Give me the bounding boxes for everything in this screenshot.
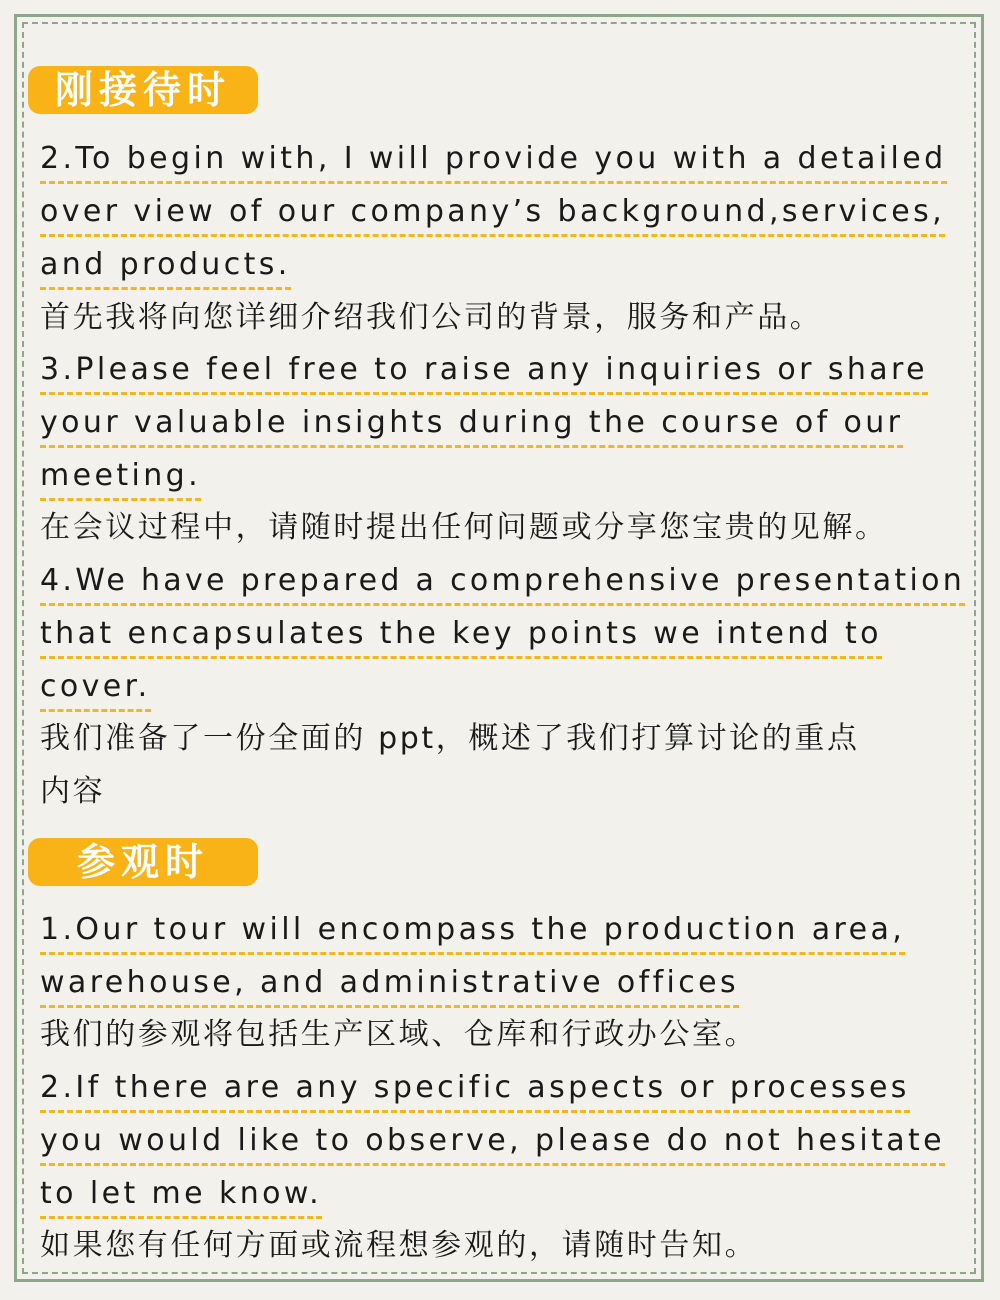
text-line: 4.We have prepared a comprehensive presentation xyxy=(40,563,965,606)
text-line: and products. xyxy=(40,247,291,290)
text-line-chinese: 如果您有任何方面或流程想参观的，请随时告知。 xyxy=(40,1228,758,1263)
text-line-chinese: 内容 xyxy=(40,774,106,809)
text-line: that encapsulates the key points we intend to xyxy=(40,616,882,659)
section-heading-reception: 刚接待时 xyxy=(28,66,258,114)
text-line: over view of our company’s background,services, xyxy=(40,194,945,237)
section-heading-tour: 参观时 xyxy=(28,838,258,886)
text-line: meeting. xyxy=(40,458,201,501)
text-line: your valuable insights during the course of our xyxy=(40,405,903,448)
text-line: you would like to observe, please do not hesitate xyxy=(40,1123,945,1166)
text-line: 1.Our tour will encompass the production area, xyxy=(40,912,905,955)
text-line-chinese: 我们准备了一份全面的 ppt，概述了我们打算讨论的重点 xyxy=(40,721,860,756)
text-line: 2.To begin with, I will provide you with a detailed xyxy=(40,141,947,184)
text-line-chinese: 在会议过程中，请随时提出任何问题或分享您宝贵的见解。 xyxy=(40,510,888,545)
text-line: cover. xyxy=(40,669,151,712)
text-line: 2.If there are any specific aspects or processes xyxy=(40,1070,910,1113)
text-line-chinese: 首先我将向您详细介绍我们公司的背景，服务和产品。 xyxy=(40,300,823,335)
text-line-chinese: 我们的参观将包括生产区域、仓库和行政办公室。 xyxy=(40,1017,758,1052)
text-line: 3.Please feel free to raise any inquiries or share xyxy=(40,352,928,395)
text-line: warehouse, and administrative offices xyxy=(40,965,739,1008)
text-line: to let me know. xyxy=(40,1176,322,1219)
